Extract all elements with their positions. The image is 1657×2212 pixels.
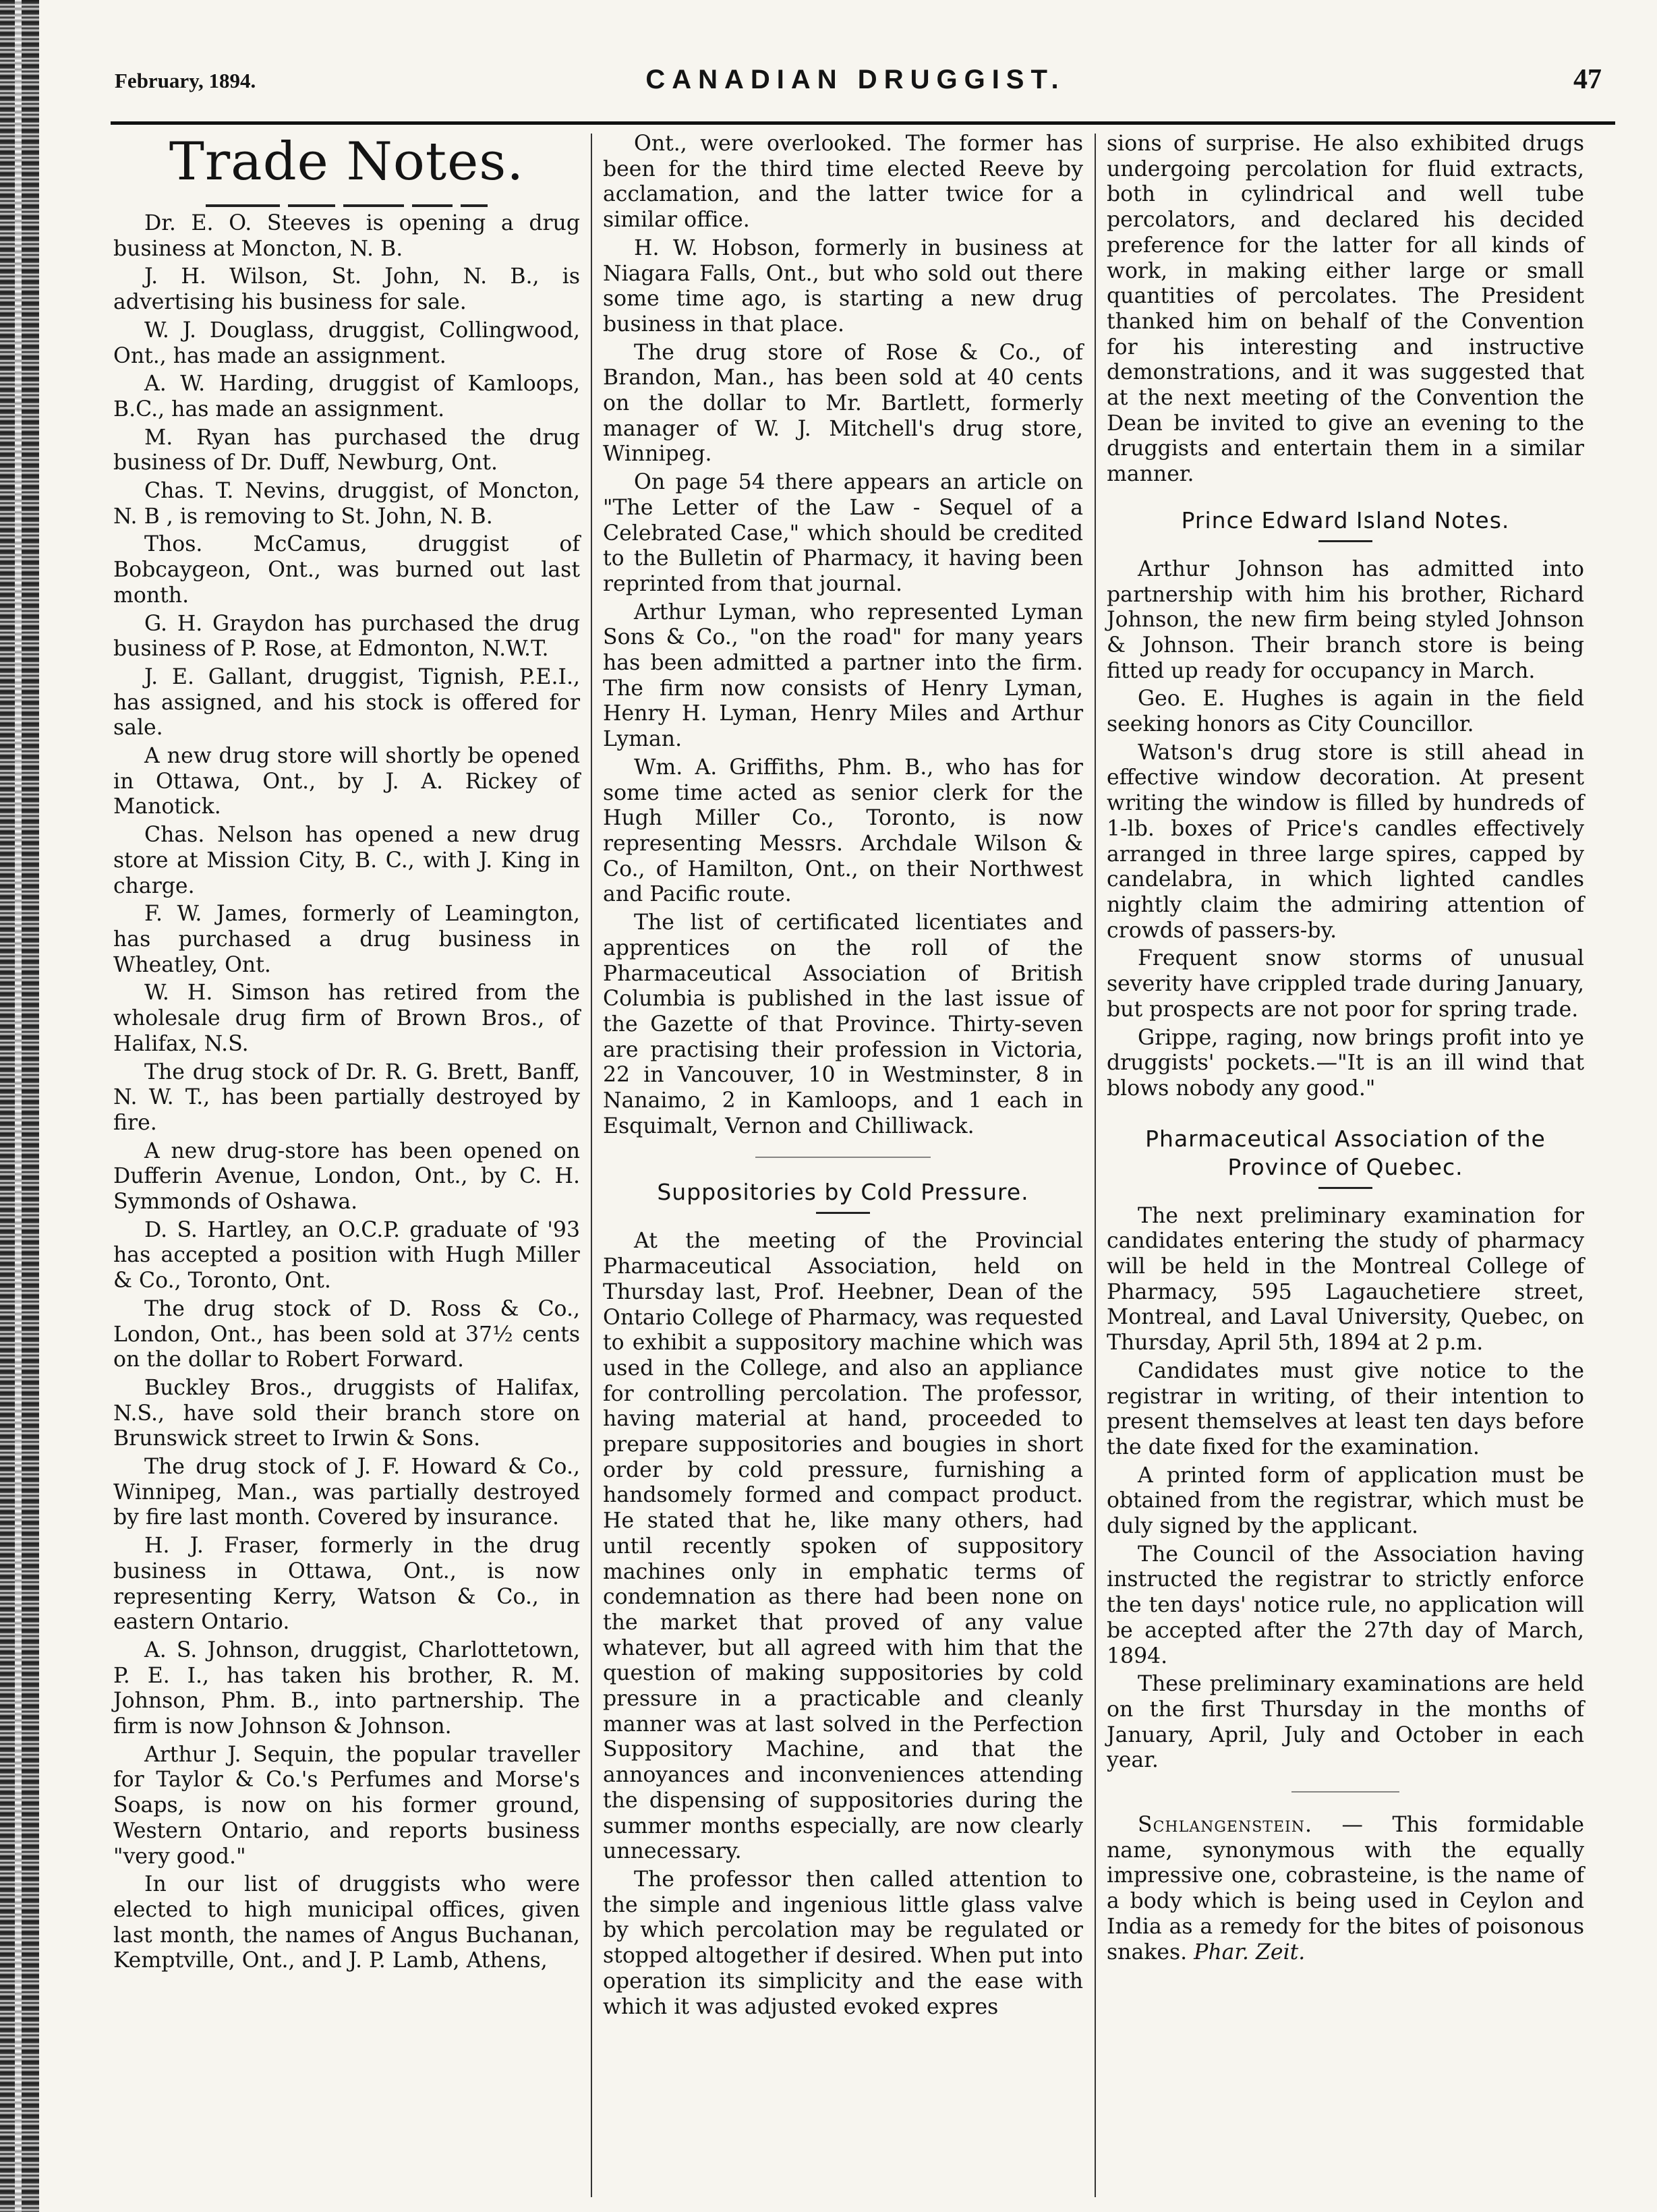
trade-note-item: Ont., were overlooked. The former has been for the third time elected Reeve by acclamation, and the latter twice for a similar office. [603,132,1083,233]
trade-note-item: On page 54 there appears an article on "The Letter of the Law - Sequel of a Celebrated Case," which should be credited to the Bulletin of Pharmacy, it having been reprinted from that journal. [603,470,1083,596]
schlangenstein-note [1107,1813,1584,1965]
column-1 [113,132,580,1977]
trade-note-item: The drug stock of J. F. Howard & Co., Winnipeg, Man., was partially destroyed by fire last month. Covered by insurance. [113,1455,580,1530]
quebec-heading: Pharmaceutical Association of the Province of Quebec. [1145,1125,1546,1180]
trade-notes-heading: Trade Notes. [169,132,525,192]
trade-note-item: F. W. James, formerly of Leamington, has purchased a drug business in Wheatley, Ont. [113,902,580,977]
quebec-paragraph: A printed form of application must be obtained from the registrar, which must be duly signed by the applicant. [1107,1463,1584,1539]
pei-paragraph: Watson's drug store is still ahead in effective window decoration. At present writing the window is filled by hundreds of 1-lb. boxes of Price's candles effectively arranged in three large spires, capped by candelabra, in which lighted candles nightly claim the admiring attention of crowds of passers-by. [1107,740,1584,943]
page-binding-edge [0,0,39,2212]
header-rule [111,121,1615,125]
trade-note-item: W. H. Simson has retired from the wholesale drug firm of Brown Bros., of Halifax, N.S. [113,981,580,1056]
schlangenstein-lead: Schlangenstein. [1138,1813,1312,1838]
page-number: 47 [1573,64,1602,95]
trade-note-item: The drug stock of D. Ross & Co., London, Ont., has been sold at 37½ cents on the dollar to Robert Forward. [113,1296,580,1372]
suppositories-heading: Suppositories by Cold Pressure. [657,1179,1029,1206]
pei-heading: Prince Edward Island Notes. [1181,506,1510,533]
heading-ornament-rule [113,192,580,207]
trade-note-item: J. H. Wilson, St. John, N. B., is advertising his business for sale. [113,264,580,315]
separator-rule [755,1157,931,1158]
column-divider [1095,134,1096,2197]
trade-note-item: Arthur J. Sequin, the popular traveller for Taylor & Co.'s Perfumes and Morse's Soaps, is now on his former ground, Western Ontario, and reports business "very good." [113,1742,580,1869]
trade-note-item: Thos. McCamus, druggist of Bobcaygeon, Ont., was burned out last month. [113,532,580,608]
trade-note-item: Wm. A. Griffiths, Phm. B., who has for some time acted as senior clerk for the Hugh Miller Co., Toronto, is now representing Messrs. Archdale Wilson & Co., of Hamilton, Ont., on their Northwest and Pacific route. [603,755,1083,907]
separator-rule [1291,1791,1399,1793]
suppositories-paragraph: The professor then called attention to the simple and ingenious little glass valve by which percolation may be regulated or stopped altogether if desired. When put into operation its simplicity and the ease with which it was adjusted evoked expres [603,1867,1083,2019]
column-3 [1107,132,1584,1968]
trade-note-item: A. W. Harding, druggist of Kamloops, B.C., has made an assignment. [113,372,580,421]
trade-notes-list [113,211,580,1974]
quebec-paragraph: Candidates must give notice to the registrar in writing, of their intention to present themselves at least ten days before the date fixed for the examination. [1107,1358,1584,1459]
quebec-paragraph: The Council of the Association having instructed the registrar to strictly enforce the ten days' notice rule, no application will be accepted after the 27th day of March, 1894. [1107,1542,1584,1668]
trade-note-item: Chas. T. Nevins, druggist, of Moncton, N. B , is removing to St. John, N. B. [113,479,580,529]
quebec-paragraph: These preliminary examinations are held on the first Thursday in the months of January, April, July and October in each year. [1107,1672,1584,1773]
trade-note-item: The list of certificated licentiates and apprentices on the roll of the Pharmaceutical Association of British Columbia is published in the last issue of the Gazette of that Province. Thirty-seven are practising their profession in Victoria, 22 in Vancouver, 10 in Westminster, 8 in Nanaimo, 2 in Kamloops, and 1 each in Esquimalt, Vernon and Chilliwack. [603,910,1083,1138]
trade-note-item: W. J. Douglass, druggist, Collingwood, Ont., has made an assignment. [113,318,580,368]
trade-note-item: The drug stock of Dr. R. G. Brett, Banff, N. W. T., has been partially destroyed by fire. [113,1059,580,1135]
trade-note-item: M. Ryan has purchased the drug business of Dr. Duff, Newburg, Ont. [113,425,580,475]
trade-note-item: H. J. Fraser, formerly in the drug business in Ottawa, Ont., is now representing Kerry, Watson & Co., in eastern Ontario. [113,1534,580,1635]
section-rule [1318,540,1372,542]
column-divider [591,134,592,2197]
trade-note-item: A new drug-store has been opened on Dufferin Avenue, London, Ont., by C. H. Symmonds of Oshawa. [113,1138,580,1215]
trade-note-item: Buckley Bros., druggists of Halifax, N.S., have sold their branch store on Brunswick street to Irwin & Sons. [113,1375,580,1451]
page-header [101,59,1610,107]
quebec-paragraph: The next preliminary examination for candidates entering the study of pharmacy will be held in the Montreal College of Pharmacy, 595 Lagauchetiere street, Montreal, and Laval University, Quebec, on Thursday, April 5th, 1894 at 2 p.m. [1107,1203,1584,1356]
trade-note-item: D. S. Hartley, an O.C.P. graduate of '93 has accepted a position with Hugh Miller & Co., Toronto, Ont. [113,1217,580,1293]
trade-notes-list-continued [603,132,1083,1139]
pei-paragraph: Arthur Johnson has admitted into partnership with him his brother, Richard Johnson, the new firm being styled Johnson & Johnson. Their branch store is being fitted up ready for occupancy in March. [1107,556,1584,683]
trade-note-item: Chas. Nelson has opened a new drug store at Mission City, B. C., with J. King in charge. [113,823,580,898]
trade-note-item: Arthur Lyman, who represented Lyman Sons & Co., "on the road" for many years has been admitted a partner into the firm. The firm now consists of Henry Lyman, Henry H. Lyman, Henry Miles and Arthur Lyman. [603,600,1083,752]
schlangenstein-source: Phar. Zeit. [1194,1940,1306,1964]
trade-note-item: A new drug store will shortly be opened in Ottawa, Ont., by J. A. Rickey of Manotick. [113,744,580,819]
trade-note-item: A. S. Johnson, druggist, Charlottetown, P. E. I., has taken his brother, R. M. Johnson, Phm. B., into partnership. The firm is now Johnson & Johnson. [113,1637,580,1739]
suppositories-continuation: sions of surprise. He also exhibited drugs undergoing percolation for fluid extracts, both in cylindrical and well tube percolators, and declared his decided preference for the latter for all kinds of work, in making either large or small quantities of percolates. The President thanked him on behalf of the Convention for his interesting and instructive demonstrations, and it was suggested that at the next meeting of the Convention the Dean be invited to give an evening to the druggists and entertain them in a similar manner. [1107,132,1584,487]
trade-note-item: H. W. Hobson, formerly in business at Niagara Falls, Ont., but who sold out there some time ago, is starting a new drug business in that place. [603,235,1083,337]
publication-title: CANADIAN DRUGGIST. [645,65,1066,94]
trade-note-item: J. E. Gallant, druggist, Tignish, P.E.I., has assigned, and his stock is offered for sale. [113,664,580,740]
pei-paragraph: Grippe, raging, now brings profit into ye druggists' pockets.—"It is an ill wind that blows nobody any good." [1107,1025,1584,1101]
suppositories-paragraph: At the meeting of the Provincial Pharmaceutical Association, held on Thursday last, Prof. Heebner, Dean of the Ontario College of Pharmacy, was requested to exhibit a suppository machine which was used in the College, and also an appliance for controlling percolation. The professor, having material at hand, proceeded to prepare suppositories and bougies in short order by cold pressure, furnishing a handsomely formed and compact product. He stated that he, like many others, had until recently spoken of suppository machines only in emphatic terms of condemnation as there had been none on the market that proved of any value whatever, but all agreed with him that the question of making suppositories by cold pressure in a practicable and cleanly manner was at last solved in the Perfection Suppository Machine, and that the annoyances and inconveniences attending the dispensing of suppositories during the summer months especially, are now clearly unnecessary. [603,1229,1083,1864]
header-date: February, 1894. [115,69,256,92]
trade-note-item: The drug store of Rose & Co., of Brandon, Man., has been sold at 40 cents on the dollar to Mr. Bartlett, formerly manager of W. J. Mitchell's drug store, Winnipeg. [603,340,1083,467]
trade-note-item: G. H. Graydon has purchased the drug business of P. Rose, at Edmonton, N.W.T. [113,611,580,662]
section-rule [816,1212,870,1214]
trade-note-item: In our list of druggists who were elected to high municipal offices, given last month, the names of Angus Buchanan, Kemptville, Ont., and J. P. Lamb, Athens, [113,1872,580,1973]
schlangenstein-text: — This formidable name, synonymous with the equally impressive one, cobrasteine, is the name of a body which is being used in Ceylon and India as a remedy for the bites of poisonous snakes. [1107,1813,1584,1964]
section-rule [1318,1187,1372,1189]
trade-note-item: Dr. E. O. Steeves is opening a drug business at Moncton, N. B. [113,211,580,261]
pei-paragraph: Frequent snow storms of unusual severity have crippled trade during January, but prospects are not poor for spring trade. [1107,946,1584,1022]
column-2 [603,132,1083,2022]
pei-paragraph: Geo. E. Hughes is again in the field seeking honors as City Councillor. [1107,687,1584,737]
